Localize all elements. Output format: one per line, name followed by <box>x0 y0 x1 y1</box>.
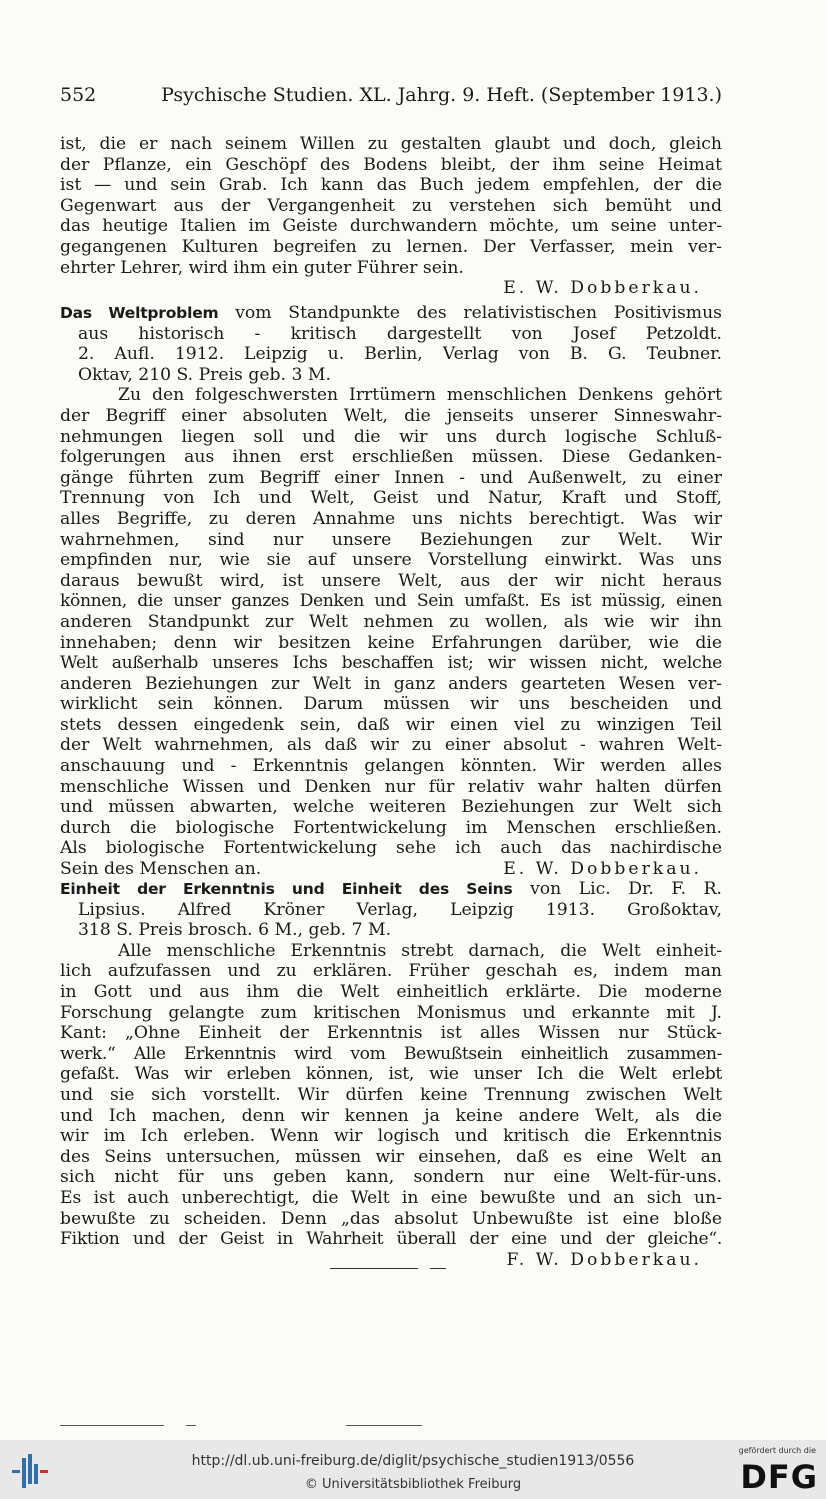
text-line: anschauung und - Erkenntnis gelangen könnten. Wir werden alles <box>60 756 722 777</box>
text-line: Sein des Menschen an. <box>60 859 262 880</box>
text-line: gegangenen Kulturen begreifen zu lernen. Der Verfasser, mein ver- <box>60 236 722 257</box>
text-line: folgerungen aus ihnen erst erschließen müssen. Diese Gedanken- <box>60 447 722 468</box>
text-line: stets dessen eingedenk sein, daß wir einen viel zu winzigen Teil <box>60 714 722 735</box>
end-rule <box>330 1268 418 1269</box>
text-line: Es ist auch unberechtigt, die Welt in eine bewußte und an sich un- <box>60 1187 722 1208</box>
review-heading-rest: von Lic. Dr. F. R. <box>530 879 722 899</box>
text-line: Alle menschliche Erkenntnis strebt darnach, die Welt einheit- <box>118 940 722 961</box>
review-title: Das Weltproblem <box>60 304 219 322</box>
dfg-logo: DFG <box>740 1458 818 1496</box>
text-line: werk.“ Alle Erkenntnis wird vom Bewußtsein einheitlich zusammen- <box>60 1043 722 1064</box>
text-line: in Gott und aus ihm die Welt einheitlich erklärte. Die moderne <box>60 981 722 1002</box>
text-line: wirklicht sein können. Darum müssen wir uns bescheiden und <box>60 694 722 715</box>
review-heading-line: Oktav, 210 S. Preis geb. 3 M. <box>78 364 331 385</box>
running-header <box>60 84 722 114</box>
footer-rule-right <box>346 1425 422 1426</box>
block1-text <box>60 134 722 299</box>
running-title: Psychische Studien. XL. Jahrg. 9. Heft. (September 1913.) <box>161 84 722 106</box>
text-line: der Pflanze, ein Geschöpf des Bodens bleibt, der ihm seine Heimat <box>60 154 722 175</box>
signature: F. W. Dobberkau. <box>506 1249 702 1270</box>
text-line: durch die biologische Fortentwickelung im Menschen erschließen. <box>60 817 722 838</box>
text-line: Welt außerhalb unseres Ichs beschaffen ist; wir wissen nicht, welche <box>60 653 722 674</box>
text-line: innehaben; denn wir besitzen keine Erfahrungen darüber, wie die <box>60 632 722 653</box>
text-line: ist, die er nach seinem Willen zu gestalten glaubt und doch, gleich <box>60 134 722 154</box>
end-rule-short <box>430 1268 446 1269</box>
text-line: der Welt wahrnehmen, als daß wir zu einer absolut - wahren Welt- <box>60 735 722 756</box>
text-line: Gegenwart aus der Vergangenheit zu verstehen sich bemüht und <box>60 195 722 216</box>
review-heading-line: 318 S. Preis brosch. 6 M., geb. 7 M. <box>78 920 392 941</box>
text-line: und müssen abwarten, welche weiteren Beziehungen zur Welt sich <box>60 797 722 818</box>
signature: E. W. Dobberkau. <box>503 278 702 299</box>
text-line: anderen Beziehungen zur Welt in ganz anders gearteten Wesen ver- <box>60 673 722 694</box>
text-line: und Ich machen, denn wir kennen ja keine andere Welt, als die <box>60 1105 722 1126</box>
text-line: Zu den folgeschwersten Irrtümern menschlichen Denkens gehört <box>118 385 722 406</box>
text-line: lich aufzufassen und zu erklären. Früher geschah es, indem man <box>60 961 722 982</box>
text-line: empfinden nur, wie sie auf unsere Vorstellung einwirkt. Was uns <box>60 550 722 571</box>
text-line: Forschung gelangte zum kritischen Monismus und erkannte mit J. <box>60 1002 722 1023</box>
text-line: Fiktion und der Geist in Wahrheit überall der eine und der gleiche“. <box>60 1229 722 1250</box>
review-heading-line: aus historisch - kritisch dargestellt von Josef Petzoldt. <box>78 323 722 344</box>
text-line: wir im Ich erleben. Wenn wir logisch und kritisch die Erkenntnis <box>60 1126 722 1147</box>
sponsor-text: gefördert durch die <box>738 1446 816 1455</box>
review-heading-line: Lipsius. Alfred Kröner Verlag, Leipzig 1913. Großoktav, <box>78 899 722 920</box>
footer-rule-short <box>186 1425 196 1426</box>
text-line: anderen Standpunkt zur Welt nehmen zu wollen, als wie wir ihn <box>60 611 722 632</box>
text-line: daraus bewußt wird, ist unsere Welt, aus der wir nicht heraus <box>60 570 722 591</box>
text-line: ist — und sein Grab. Ich kann das Buch jedem empfehlen, der die <box>60 175 722 196</box>
signature: E. W. Dobberkau. <box>503 859 702 880</box>
review-heading <box>60 879 722 900</box>
review-title: Einheit der Erkenntnis und Einheit des Seins <box>60 880 513 898</box>
text-line: Als biologische Fortentwickelung sehe ich auch das nachirdische <box>60 838 722 859</box>
text-line: gefaßt. Was wir erleben können, ist, wie unser Ich die Welt erlebt <box>60 1064 722 1085</box>
text-line: gänge führten zum Begriff einer Innen - und Außenwelt, zu einer <box>60 467 722 488</box>
review2 <box>60 879 722 1270</box>
text-line: nehmungen liegen soll und die wir uns durch logische Schluß- <box>60 426 722 447</box>
text-line: das heutige Italien im Geiste durchwandern möchte, um seine unter- <box>60 216 722 237</box>
text-line: menschliche Wissen und Denken nur für relativ wahr halten dürfen <box>60 776 722 797</box>
text-line: können, die unser ganzes Denken und Sein umfaßt. Es ist müssig, einen <box>60 591 722 612</box>
review-heading-line: 2. Aufl. 1912. Leipzig u. Berlin, Verlag von B. G. Teubner. <box>78 344 722 365</box>
document-url[interactable]: http://dl.ub.uni-freiburg.de/diglit/psychische_studien1913/0556 <box>191 1453 635 1469</box>
review-heading <box>60 303 722 324</box>
text-line: Kant: „Ohne Einheit der Erkenntnis ist alles Wissen nur Stück- <box>60 1023 722 1044</box>
review1 <box>60 303 722 880</box>
text-line: ehrter Lehrer, wird ihm ein guter Führer sein. <box>60 257 464 278</box>
text-line: des Seins untersuchen, müssen wir einsehen, daß es eine Welt an <box>60 1146 722 1167</box>
text-line: alles Begriffe, zu deren Annahme uns nichts berechtigt. Was wir <box>60 508 722 529</box>
text-line: der Begriff einer absoluten Welt, die jenseits unserer Sinneswahr- <box>60 405 722 426</box>
text-line: sich nicht für uns geben kann, sondern nur eine Welt-für-uns. <box>60 1167 722 1188</box>
text-line: bewußte zu scheiden. Denn „das absolut Unbewußte ist eine bloße <box>60 1208 722 1229</box>
copyright: © Universitätsbibliothek Freiburg <box>304 1477 522 1492</box>
text-line: wahrnehmen, sind nur unsere Beziehungen zur Welt. Wir <box>60 529 722 550</box>
text-line-with-signature <box>60 859 722 880</box>
viewer-footer <box>0 1440 826 1499</box>
footer-rule <box>60 1425 164 1426</box>
text-line: und sie sich vorstellt. Wir dürfen keine Trennung zwischen Welt <box>60 1084 722 1105</box>
page-number: 552 <box>60 84 97 106</box>
review-heading-rest: vom Standpunkte des relativistischen Positivismus <box>235 303 722 323</box>
text-line: Trennung von Ich und Welt, Geist und Natur, Kraft und Stoff, <box>60 488 722 509</box>
